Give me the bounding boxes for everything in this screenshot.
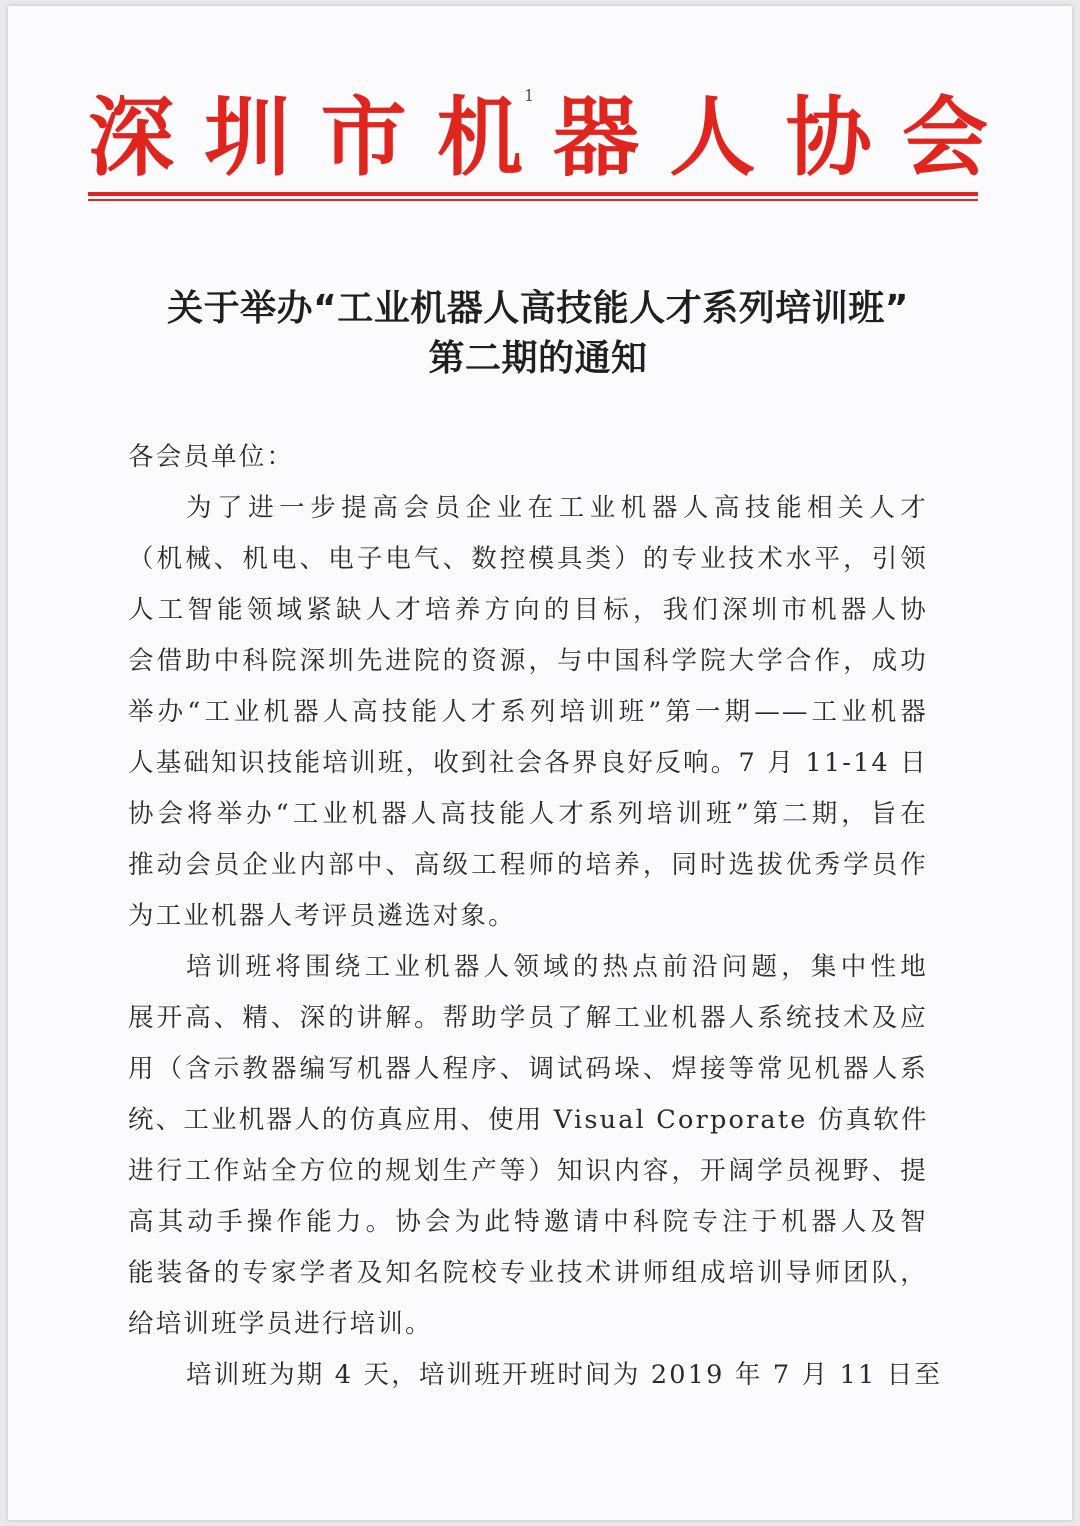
letterhead-char: 机 <box>436 87 523 188</box>
notice-title <box>68 284 1008 384</box>
salutation: 各会员单位： <box>128 442 295 472</box>
paragraph-line: 给培训班学员进行培训。 <box>128 1309 433 1339</box>
paragraph-line: 举办“工业机器人高技能人才系列培训班”第一期——工业机器 <box>128 697 928 727</box>
paragraph-line: 协会将举办“工业机器人高技能人才系列培训班”第二期，旨在 <box>128 799 928 829</box>
paragraph-line: 人基础知识技能培训班，收到社会各界良好反响。7 月 11-14 日 <box>128 748 928 778</box>
letterhead-rule-thin <box>88 199 978 201</box>
paragraph-line: 培训班将围绕工业机器人领域的热点前沿问题，集中性地 <box>186 952 928 982</box>
letterhead-org-name <box>88 88 988 188</box>
letterhead-char: 协 <box>785 87 872 188</box>
letterhead-char: 会 <box>901 87 988 188</box>
document-page <box>8 6 1072 1520</box>
letterhead-char: 市 <box>320 87 407 188</box>
paragraph-line: 能装备的专家学者及知名院校专业技术讲师组成培训导师团队， <box>128 1258 928 1288</box>
paragraph-line: 统、工业机器人的仿真应用、使用 Visual Corporate 仿真软件 <box>128 1105 929 1135</box>
paragraph-line: 用（含示教器编写机器人程序、调试码垛、焊接等常见机器人系 <box>128 1054 928 1084</box>
page-number: 1 <box>524 86 535 105</box>
paragraph-line: 展开高、精、深的讲解。帮助学员了解工业机器人系统技术及应 <box>128 1003 928 1033</box>
paragraph-3 <box>128 1350 943 1401</box>
paragraph-line: 推动会员企业内部中、高级工程师的培养，同时选拔优秀学员作 <box>128 850 928 880</box>
paragraph-line: 会借助中科院深圳先进院的资源，与中国科学院大学合作，成功 <box>128 646 928 676</box>
notice-body <box>128 432 943 1401</box>
paragraph-line: （机械、机电、电子电气、数控模具类）的专业技术水平，引领 <box>128 544 928 574</box>
letterhead-char: 器 <box>553 87 640 188</box>
paragraph-line: 培训班为期 4 天，培训班开班时间为 2019 年 7 月 11 日至 <box>186 1360 943 1390</box>
letterhead-char: 人 <box>669 87 756 188</box>
notice-title-line-1: 关于举办“工业机器人高技能人才系列培训班” <box>167 288 909 329</box>
paragraph-line: 进行工作站全方位的规划生产等）知识内容，开阔学员视野、提 <box>128 1156 928 1186</box>
letterhead-rule <box>88 192 978 196</box>
paragraph-line: 为工业机器人考评员遴选对象。 <box>128 901 516 931</box>
letterhead-char: 深 <box>88 87 174 188</box>
notice-title-line-2: 第二期的通知 <box>428 338 648 379</box>
letterhead-char: 圳 <box>204 87 291 188</box>
paragraph-1 <box>128 483 928 942</box>
paragraph-line: 为了进一步提高会员企业在工业机器人高技能相关人才 <box>186 493 928 523</box>
paragraph-line: 高其动手操作能力。协会为此特邀请中科院专注于机器人及智 <box>128 1207 928 1237</box>
paragraph-2 <box>128 942 928 1350</box>
paragraph-line: 人工智能领域紧缺人才培养方向的目标，我们深圳市机器人协 <box>128 595 928 625</box>
